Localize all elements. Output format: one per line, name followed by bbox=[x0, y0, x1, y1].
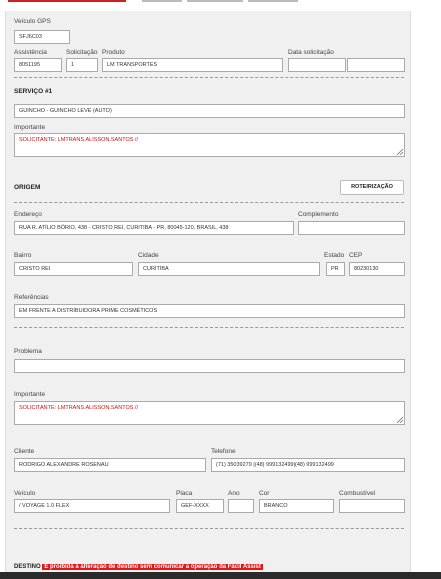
cep-input[interactable]: 80230130 bbox=[349, 262, 405, 276]
combustivel-label: Combustível bbox=[339, 490, 376, 497]
data-solicitacao-label: Data solicitação bbox=[288, 49, 334, 56]
bairro-label: Bairro bbox=[14, 252, 32, 259]
complemento-label: Complemento bbox=[298, 211, 339, 218]
cliente-input[interactable]: RODRIGO ALEXANDRE ROSENAU bbox=[14, 458, 206, 472]
data-solicitacao-date-input[interactable] bbox=[288, 58, 346, 72]
cidade-input[interactable]: CURITIBA bbox=[138, 262, 320, 276]
estado-label: Estado bbox=[324, 252, 345, 259]
complemento-input[interactable] bbox=[298, 221, 405, 235]
assistencia-input[interactable]: 8051195 bbox=[14, 58, 62, 72]
importante-label: Importante bbox=[14, 391, 46, 398]
servico-input[interactable]: GUINCHO - GUINCHO LEVE (AUTO) bbox=[14, 104, 405, 118]
importante-label: Importante bbox=[14, 124, 46, 131]
section-divider bbox=[14, 327, 404, 328]
ano-input[interactable] bbox=[228, 499, 254, 513]
data-solicitacao-time-input[interactable] bbox=[347, 58, 405, 72]
cep-label: CEP bbox=[349, 252, 363, 259]
veiculo-label: Veículo bbox=[14, 490, 36, 497]
top-tab[interactable] bbox=[187, 0, 243, 2]
importante-text: SOLICITANTE: LMTRANS.ALISSON.SANTOS // bbox=[19, 405, 138, 411]
destino-heading bbox=[14, 564, 263, 570]
cidade-label: Cidade bbox=[138, 252, 159, 259]
solicitacao-input[interactable]: 1 bbox=[66, 58, 98, 72]
cor-input[interactable]: BRANCO bbox=[259, 499, 334, 513]
ano-label: Ano bbox=[228, 490, 240, 497]
problema-label: Problema bbox=[14, 348, 42, 355]
origem-title: ORIGEM bbox=[14, 184, 41, 191]
produto-input[interactable]: LM TRANSPORTES bbox=[102, 58, 283, 72]
endereco-input[interactable]: RUA R. ATÍLIO BÓRIO, 438 - CRISTO REI, CURITIBA - PR, 80045-120, BRASIL, 438 bbox=[14, 221, 294, 235]
section-divider bbox=[14, 528, 404, 529]
top-tab[interactable] bbox=[248, 0, 298, 2]
bairro-input[interactable]: CRISTO REI bbox=[14, 262, 133, 276]
cliente-label: Cliente bbox=[14, 448, 35, 455]
service-form-panel bbox=[5, 11, 411, 579]
referencias-input[interactable]: EM FRENTE A DISTRIBUIDORA PRIME COSMÉTICOS bbox=[14, 304, 405, 318]
veiculo-gps-input[interactable]: SFJ6C03 bbox=[14, 30, 70, 44]
placa-label: Placa bbox=[176, 490, 193, 497]
section-divider bbox=[14, 77, 404, 78]
veiculo-gps-label: Veículo GPS bbox=[14, 18, 51, 25]
cor-label: Cor bbox=[259, 490, 270, 497]
resize-grip-icon[interactable] bbox=[397, 149, 403, 155]
veiculo-input[interactable]: / VOYAGE 1.0 FLEX bbox=[14, 499, 170, 513]
roteirizacao-button[interactable]: ROTEIRIZAÇÃO bbox=[340, 180, 404, 195]
importante-text: SOLICITANTE: LMTRANS.ALISSON.SANTOS // bbox=[19, 137, 138, 143]
top-tab[interactable] bbox=[142, 0, 182, 2]
top-tab-active[interactable] bbox=[8, 0, 126, 2]
destino-title: DESTINO bbox=[14, 564, 41, 570]
section-divider bbox=[14, 202, 404, 203]
destino-warning: É proibida a alteração de destino sem comunicar a operação da Fácil Assist bbox=[44, 564, 261, 570]
importante-textarea[interactable] bbox=[14, 401, 405, 425]
referencias-label: Referências bbox=[14, 294, 49, 301]
telefone-input[interactable]: (71) 35039279 |(48) 999132499|(48) 999132499 bbox=[211, 458, 405, 472]
resize-grip-icon[interactable] bbox=[397, 417, 403, 423]
servico-title: SERVIÇO #1 bbox=[14, 88, 53, 95]
problema-input[interactable] bbox=[14, 359, 405, 373]
endereco-label: Endereço bbox=[14, 211, 42, 218]
combustivel-input[interactable] bbox=[339, 499, 405, 513]
bottom-bar bbox=[0, 572, 441, 579]
placa-input[interactable]: GEF-XXXX bbox=[176, 499, 224, 513]
produto-label: Produto bbox=[102, 49, 125, 56]
importante-textarea[interactable] bbox=[14, 133, 405, 157]
solicitacao-label: Solicitação bbox=[66, 49, 98, 56]
estado-input[interactable]: PR bbox=[326, 262, 345, 276]
telefone-label: Telefone bbox=[211, 448, 236, 455]
assistencia-label: Assistência bbox=[14, 49, 47, 56]
